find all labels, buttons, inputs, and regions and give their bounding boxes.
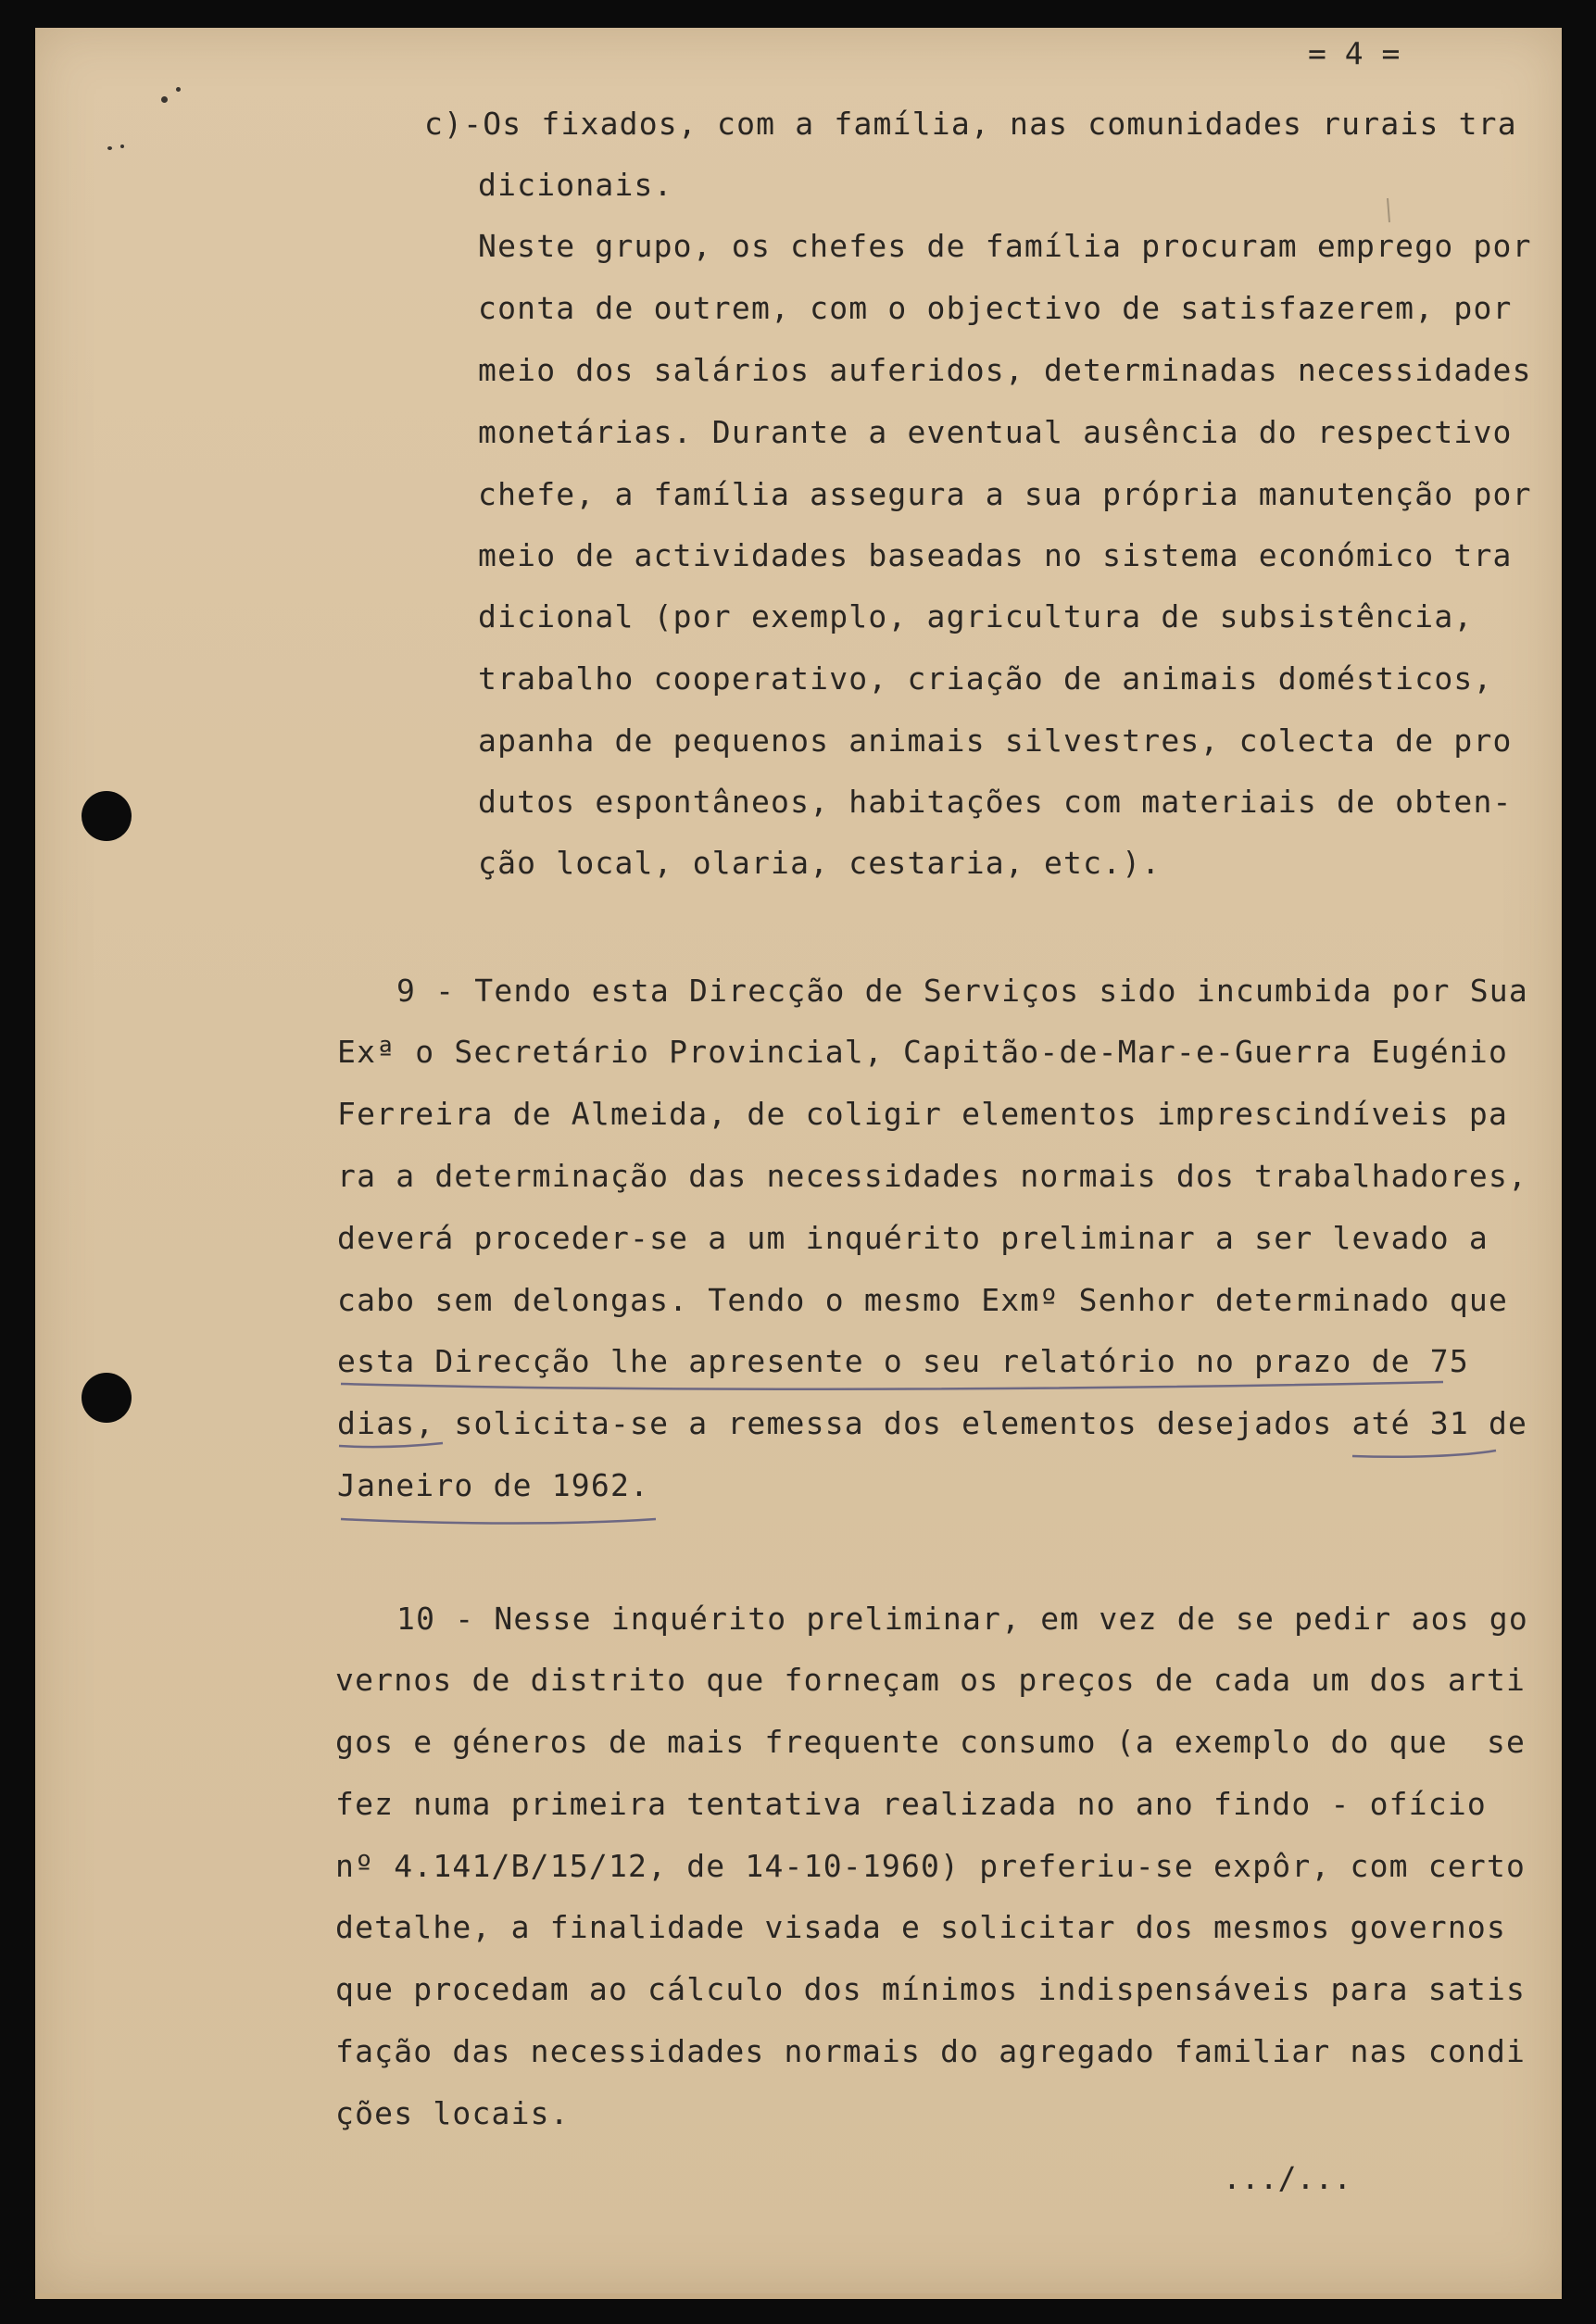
item-c-line-3: Neste grupo, os chefes de família procuram emprego por <box>478 228 1532 264</box>
para-9-line-6: cabo sem delongas. Tendo o mesmo Exmº Senhor determinado que <box>337 1282 1509 1318</box>
page-number: = 4 = <box>1308 35 1401 71</box>
ink-speck <box>120 144 124 148</box>
para-9-line-3: Ferreira de Almeida, de coligir elementos imprescindíveis pa <box>337 1096 1509 1132</box>
para-10-line-2: vernos de distrito que forneçam os preços de cada um dos arti <box>335 1662 1527 1698</box>
ink-speck <box>107 146 112 150</box>
para-10-line-1: 10 - Nesse inquérito preliminar, em vez de se pedir aos go <box>396 1601 1528 1637</box>
para-9-line-8: dias, solicita-se a remessa dos elementos desejados até 31 de <box>337 1405 1528 1441</box>
item-c-line-10: trabalho cooperativo, criação de animais domésticos, <box>478 660 1493 697</box>
item-c-line-9: dicional (por exemplo, agricultura de subsistência, <box>478 598 1474 634</box>
punch-hole-bottom <box>82 1373 132 1423</box>
item-c-line-2: dicionais. <box>478 167 673 203</box>
para-9-line-5: deverá proceder-se a um inquérito preliminar a ser levado a <box>337 1220 1489 1256</box>
para-10-line-8: fação das necessidades normais do agregado familiar nas condi <box>335 2033 1527 2069</box>
ink-speck <box>176 87 181 92</box>
item-c-line-11: apanha de pequenos animais silvestres, colecta de pro <box>478 722 1513 759</box>
para-10-line-5: nº 4.141/B/15/12, de 14-10-1960) preferiu-se expôr, com certo <box>335 1848 1527 1884</box>
para-10-line-3: gos e géneros de mais frequente consumo (a exemplo do que se <box>335 1724 1527 1760</box>
item-c-line-1: c)-Os fixados, com a família, nas comunidades rurais tra <box>424 106 1517 142</box>
item-c-line-5: meio dos salários auferidos, determinadas necessidades <box>478 352 1532 388</box>
para-10-line-4: fez numa primeira tentativa realizada no ano findo - ofício <box>335 1786 1487 1822</box>
para-9-line-1: 9 - Tendo esta Direcção de Serviços sido incumbida por Sua <box>396 973 1528 1009</box>
para-9-line-9: Janeiro de 1962. <box>337 1467 650 1503</box>
continuation-mark: .../... <box>1223 2160 1352 2196</box>
para-9-line-7: esta Direcção lhe apresente o seu relatório no prazo de 75 <box>337 1343 1469 1379</box>
para-9-line-4: ra a determinação das necessidades normais dos trabalhadores, <box>337 1158 1528 1194</box>
item-c-line-13: ção local, olaria, cestaria, etc.). <box>478 845 1162 881</box>
punch-hole-top <box>82 791 132 841</box>
para-10-line-7: que procedam ao cálculo dos mínimos indispensáveis para satis <box>335 1971 1527 2007</box>
item-c-line-12: dutos espontâneos, habitações com materiais de obten- <box>478 784 1513 820</box>
item-c-line-7: chefe, a família assegura a sua própria manutenção por <box>478 476 1532 512</box>
para-9-line-2: Exª o Secretário Provincial, Capitão-de-Mar-e-Guerra Eugénio <box>337 1034 1509 1070</box>
item-c-line-8: meio de actividades baseadas no sistema económico tra <box>478 537 1513 573</box>
ink-speck <box>161 96 168 103</box>
para-10-line-6: detalhe, a finalidade visada e solicitar dos mesmos governos <box>335 1909 1507 1945</box>
item-c-line-4: conta de outrem, com o objectivo de satisfazerem, por <box>478 290 1513 326</box>
para-10-line-9: ções locais. <box>335 2095 570 2131</box>
item-c-line-6: monetárias. Durante a eventual ausência do respectivo <box>478 414 1513 450</box>
